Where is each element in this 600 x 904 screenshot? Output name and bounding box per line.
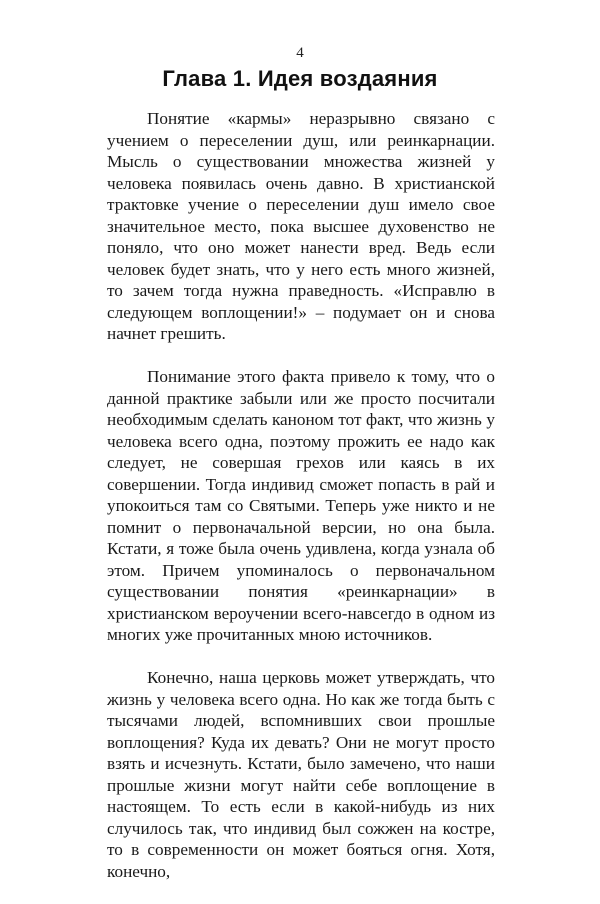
chapter-title: Глава 1. Идея воздаяния <box>162 66 438 91</box>
body-text <box>107 108 495 904</box>
paragraph-1: Понятие «кармы» неразрывно связано с учением о переселении душ, или реинкарнации. Мысль о существовании множества жизней у человека появилась очень давно. В христианской трактовке учение о переселении душ имело свое значительное место, пока высшее духовенство не поняло, что оно может нанести вред. Ведь если человек будет знать, что у него есть много жизней, то зачем тогда нужна праведность. «Исправлю в следующем воплощении!» – подумает он и снова начнет грешить. <box>107 109 495 343</box>
paragraph-3: Конечно, наша церковь может утверждать, что жизнь у человека всего одна. Но как же тогда быть с тысячами людей, вспомнивших свои прошлые воплощения? Куда их девать? Они не могут просто взять и исчезнуть. Кстати, было замечено, что наши прошлые жизни могут найти себе воплощение в настоящем. То есть если в какой-нибудь из них случилось так, что индивид был сожжен на костре, то в современности он может бояться огня. Хотя, конечно, <box>107 668 495 881</box>
page-number: 4 <box>296 45 304 61</box>
paragraph-2: Понимание этого факта привело к тому, что о данной практике забыли или же просто посчитали необходимым сделать каноном тот факт, что жизнь у человека всего одна, поэтому прожить ее надо как следует, не совершая грехов или каясь в их совершении. Тогда индивид сможет попасть в рай и упокоиться там со Святыми. Теперь уже никто и не помнит о первоначальной версии, но она была. Кстати, я тоже была очень удивлена, когда узнала об этом. Причем упоминалось о первоначальном существовании понятия «реинкарнации» в христианском вероучении всего-навсегдо в одном из многих уже прочитанных мною источников. <box>107 367 495 644</box>
